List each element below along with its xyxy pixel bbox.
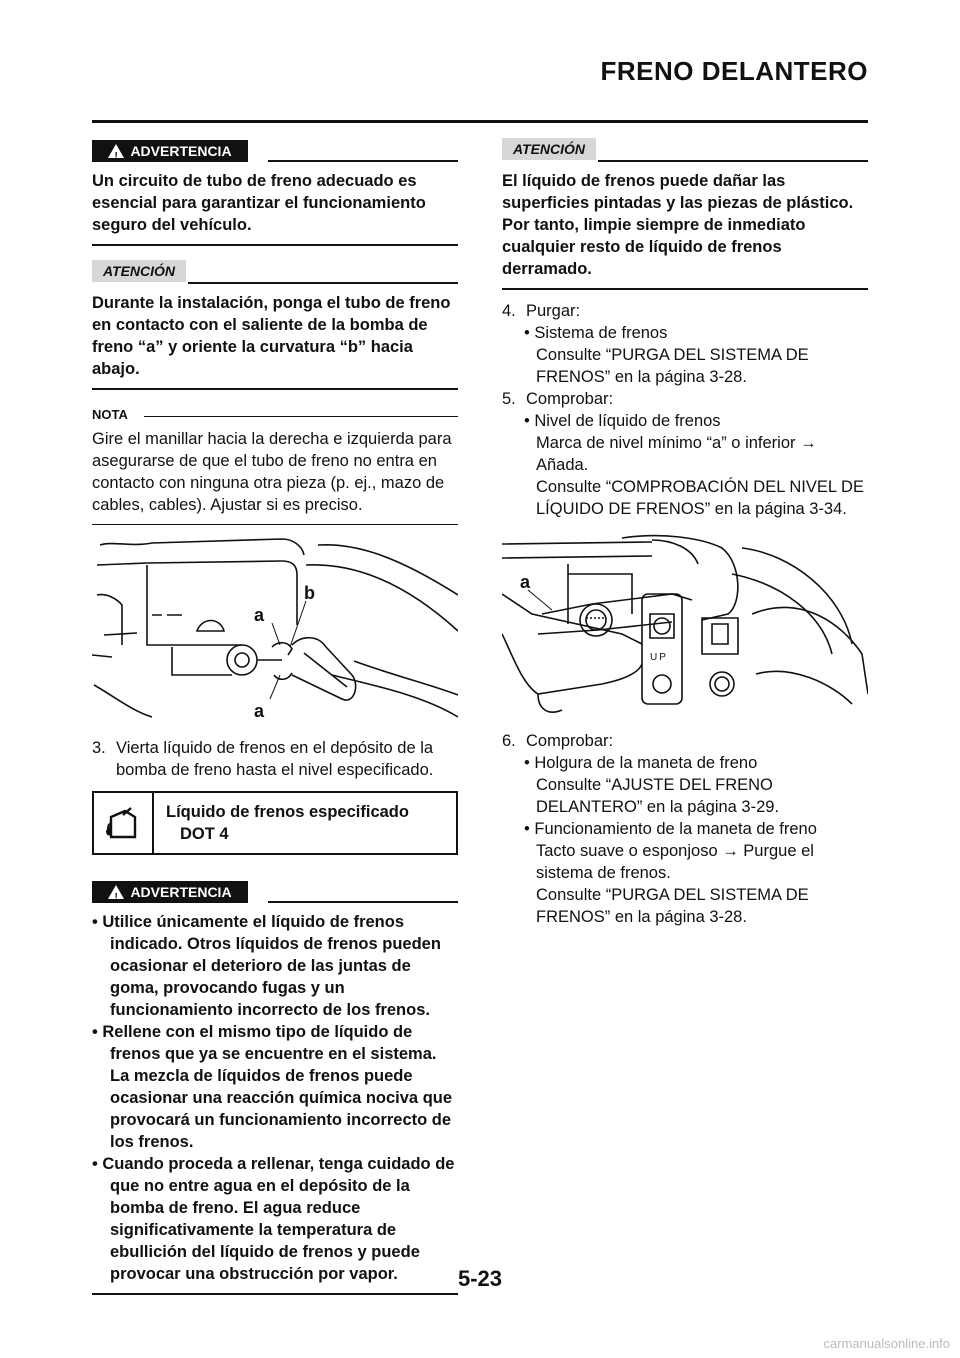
watermark: carmanualsonline.info xyxy=(823,1336,950,1351)
step-detail: Marca de nivel mínimo “a” o inferior → Añada. xyxy=(536,434,817,474)
warning-header xyxy=(92,134,458,164)
step-number: 5. xyxy=(502,390,516,408)
divider xyxy=(92,388,458,390)
step-bullet: • Nivel de líquido de frenos xyxy=(524,412,721,430)
step-title: Comprobar: xyxy=(526,732,614,750)
step-reference: Consulte “PURGA DEL SISTEMA DE FRENOS” en la página 3-28. xyxy=(536,886,809,926)
step-3 xyxy=(92,737,458,781)
caution-header xyxy=(502,134,868,164)
page-number: 5-23 xyxy=(457,1266,503,1291)
divider xyxy=(268,160,458,162)
step-number: 4. xyxy=(502,302,516,320)
brake-hose-figure xyxy=(92,535,458,731)
caution-header xyxy=(92,256,458,286)
callout-a-bottom: a xyxy=(254,701,265,721)
fluid-can-icon xyxy=(94,793,154,853)
step-reference: Consulte “AJUSTE DEL FRENO DELANTERO” en la página 3-29. xyxy=(536,776,780,816)
brake-master-cylinder-illustration xyxy=(92,535,458,731)
nota-label: NOTA xyxy=(92,407,128,422)
fluid-level-figure xyxy=(502,534,868,724)
step-bullet: • Sistema de frenos xyxy=(524,324,668,342)
page-title: FRENO DELANTERO xyxy=(600,56,868,86)
step-detail: Tacto suave o esponjoso → Purgue el sistema de frenos. xyxy=(536,842,814,882)
up-mark: UP xyxy=(650,652,668,663)
spec-value: DOT 4 xyxy=(180,825,229,843)
divider xyxy=(92,524,458,525)
divider xyxy=(188,282,458,284)
step-reference: Consulte “PURGA DEL SISTEMA DE FRENOS” en la página 3-28. xyxy=(536,346,809,386)
warning-header xyxy=(92,875,458,905)
spec-text xyxy=(166,801,409,845)
warning-triangle-icon: ! xyxy=(108,144,124,158)
divider xyxy=(92,244,458,246)
divider xyxy=(92,1293,458,1295)
warning-bullet: • Utilice únicamente el líquido de frenos indicado. Otros líquidos de frenos pueden ocasionar el deterioro de las juntas de goma, provocando fugas y un funcionamiento incorrecto de los frenos. xyxy=(92,913,441,1019)
step-heading xyxy=(502,730,868,752)
header-rule xyxy=(92,120,868,123)
nota-header xyxy=(92,400,458,424)
warning-triangle-icon: ! xyxy=(108,885,124,899)
step-5 xyxy=(502,388,868,520)
left-column xyxy=(92,134,458,1305)
divider xyxy=(502,288,868,290)
step-text: Vierta líquido de frenos en el depósito de la bomba de freno hasta el nivel especificado. xyxy=(116,739,434,779)
divider xyxy=(144,416,458,417)
warning-badge xyxy=(92,140,248,162)
step-4 xyxy=(502,300,868,388)
divider xyxy=(598,160,868,162)
step-bullet: • Holgura de la maneta de freno xyxy=(524,754,758,772)
caution-text: El líquido de frenos puede dañar las superficies pintadas y las piezas de plástico. Por tanto, limpie siempre de inmediato cualquier resto de líquido de frenos derramado. xyxy=(502,172,854,278)
right-column xyxy=(502,134,868,928)
step-6 xyxy=(502,730,868,928)
step-title: Purgar: xyxy=(526,302,581,320)
warning-text: Un circuito de tubo de freno adecuado es esencial para garantizar el funcionamiento seguro del vehículo. xyxy=(92,172,426,234)
warning-label: ADVERTENCIA xyxy=(130,143,232,159)
caution-text: Durante la instalación, ponga el tubo de freno en contacto con el saliente de la bomba de freno “a” y oriente la curvatura “b” hacia abajo. xyxy=(92,294,451,378)
spec-title: Líquido de frenos especificado xyxy=(166,803,409,821)
callout-b: b xyxy=(304,583,315,603)
caution-badge: ATENCIÓN xyxy=(92,260,186,282)
caution-badge: ATENCIÓN xyxy=(502,138,596,160)
brake-reservoir-illustration xyxy=(502,534,868,724)
step-bullet: • Funcionamiento de la maneta de freno xyxy=(524,820,817,838)
warning-bullet: • Cuando proceda a rellenar, tenga cuidado de que no entre agua en el depósito de la bomba de freno. El agua reduce significativamente la temperatura de ebullición del líquido de frenos y puede provocar una obstrucción por vapor. xyxy=(92,1155,455,1283)
divider xyxy=(268,901,458,903)
warning-label: ADVERTENCIA xyxy=(130,884,232,900)
step-number: 6. xyxy=(502,732,516,750)
spec-box xyxy=(92,791,458,855)
callout-a-top: a xyxy=(254,605,265,625)
step-heading xyxy=(502,388,868,410)
step-title: Comprobar: xyxy=(526,390,614,408)
step-heading xyxy=(502,300,868,322)
warning-badge xyxy=(92,881,248,903)
step-reference: Consulte “COMPROBACIÓN DEL NIVEL DE LÍQUIDO DE FRENOS” en la página 3-34. xyxy=(536,478,864,518)
nota-text: Gire el manillar hacia la derecha e izquierda para asegurarse de que el tubo de freno no entra en contacto con ninguna otra pieza (p. ej., mazo de cables, cables). Ajustar si es preciso. xyxy=(92,430,452,514)
callout-a: a xyxy=(520,572,531,592)
warning-bullet: • Rellene con el mismo tipo de líquido de frenos que ya se encuentre en el sistema. La mezcla de líquidos de frenos puede ocasionar una reacción química nociva que provocará un funcionamiento incorrecto de los frenos. xyxy=(92,1023,453,1151)
step-number: 3. xyxy=(92,739,106,757)
